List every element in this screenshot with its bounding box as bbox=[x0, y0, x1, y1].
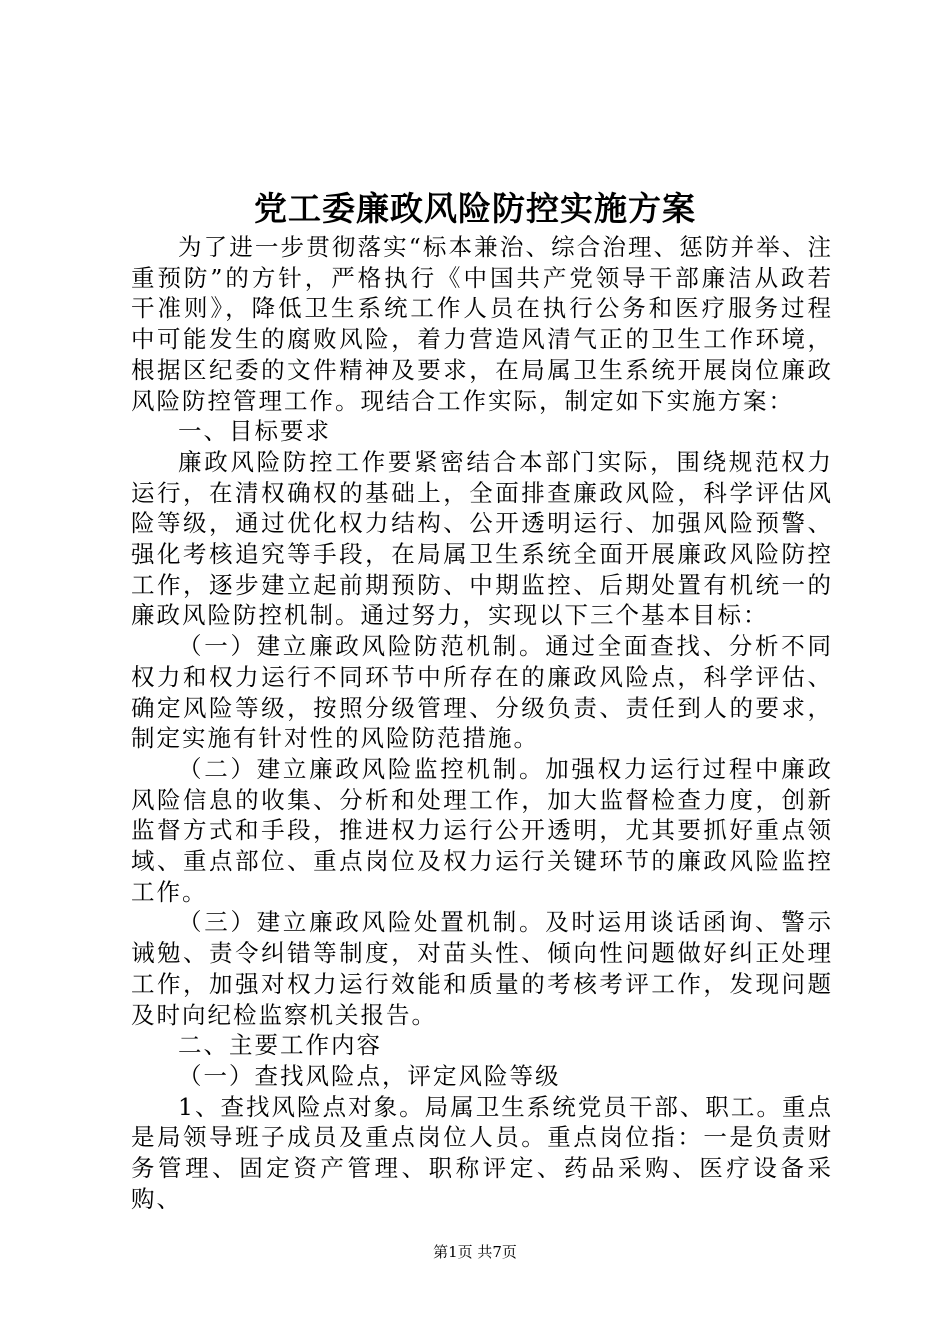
section-heading-goals: 一、目标要求 bbox=[178, 417, 331, 446]
goals-paragraph: 廉政风险防控工作要紧密结合本部门实际，围绕规范权力运行，在清权确权的基础上，全面排查廉政风险，科学评估风险等级，通过优化权力结构、公开透明运行、加强风险预警、强化考核追究等手段，在局属卫生系统全面开展廉政风险防控工作，逐步建立起前期预防、中期监控、后期处置有机统一的廉政风险防控机制。通过努力，实现以下三个基本目标： bbox=[131, 447, 833, 630]
page-footer: 第1页 共7页 bbox=[433, 1243, 517, 1261]
document-body bbox=[131, 232, 833, 1215]
subsection-heading-risk-points: （一）查找风险点，评定风险等级 bbox=[178, 1061, 561, 1090]
goal-item-2: （二）建立廉政风险监控机制。加强权力运行过程中廉政风险信息的收集、分析和处理工作，加大监督检查力度，创新监督方式和手段，推进权力运行公开透明，尤其要抓好重点领域、重点部位、重点岗位及权力运行关键环节的廉政风险监控工作。 bbox=[131, 754, 833, 906]
goal-item-3: （三）建立廉政风险处置机制。及时运用谈话函询、警示诫勉、责令纠错等制度，对苗头性、倾向性问题做好纠正处理工作，加强对权力运行效能和质量的考核考评工作，发现问题及时向纪检监察机关报告。 bbox=[131, 908, 833, 1029]
risk-points-paragraph: 1、查找风险点对象。局属卫生系统党员干部、职工。重点是局领导班子成员及重点岗位人员。重点岗位指：一是负责财务管理、固定资产管理、职称评定、药品采购、医疗设备采购、 bbox=[131, 1092, 833, 1213]
document-title: 党工委廉政风险防控实施方案 bbox=[254, 189, 696, 228]
intro-paragraph: 为了进一步贯彻落实“标本兼治、综合治理、惩防并举、注重预防”的方针，严格执行《中国共产党领导干部廉洁从政若干准则》，降低卫生系统工作人员在执行公务和医疗服务过程中可能发生的腐败风险，着力营造风清气正的卫生工作环境，根据区纪委的文件精神及要求，在局属卫生系统开展岗位廉政风险防控管理工作。现结合工作实际，制定如下实施方案： bbox=[131, 233, 833, 415]
section-heading-main-work: 二、主要工作内容 bbox=[178, 1031, 382, 1060]
goal-item-1: （一）建立廉政风险防范机制。通过全面查找、分析不同权力和权力运行不同环节中所存在的廉政风险点，科学评估、确定风险等级，按照分级管理、分级负责、责任到人的要求，制定实施有针对性的风险防范措施。 bbox=[131, 632, 833, 753]
